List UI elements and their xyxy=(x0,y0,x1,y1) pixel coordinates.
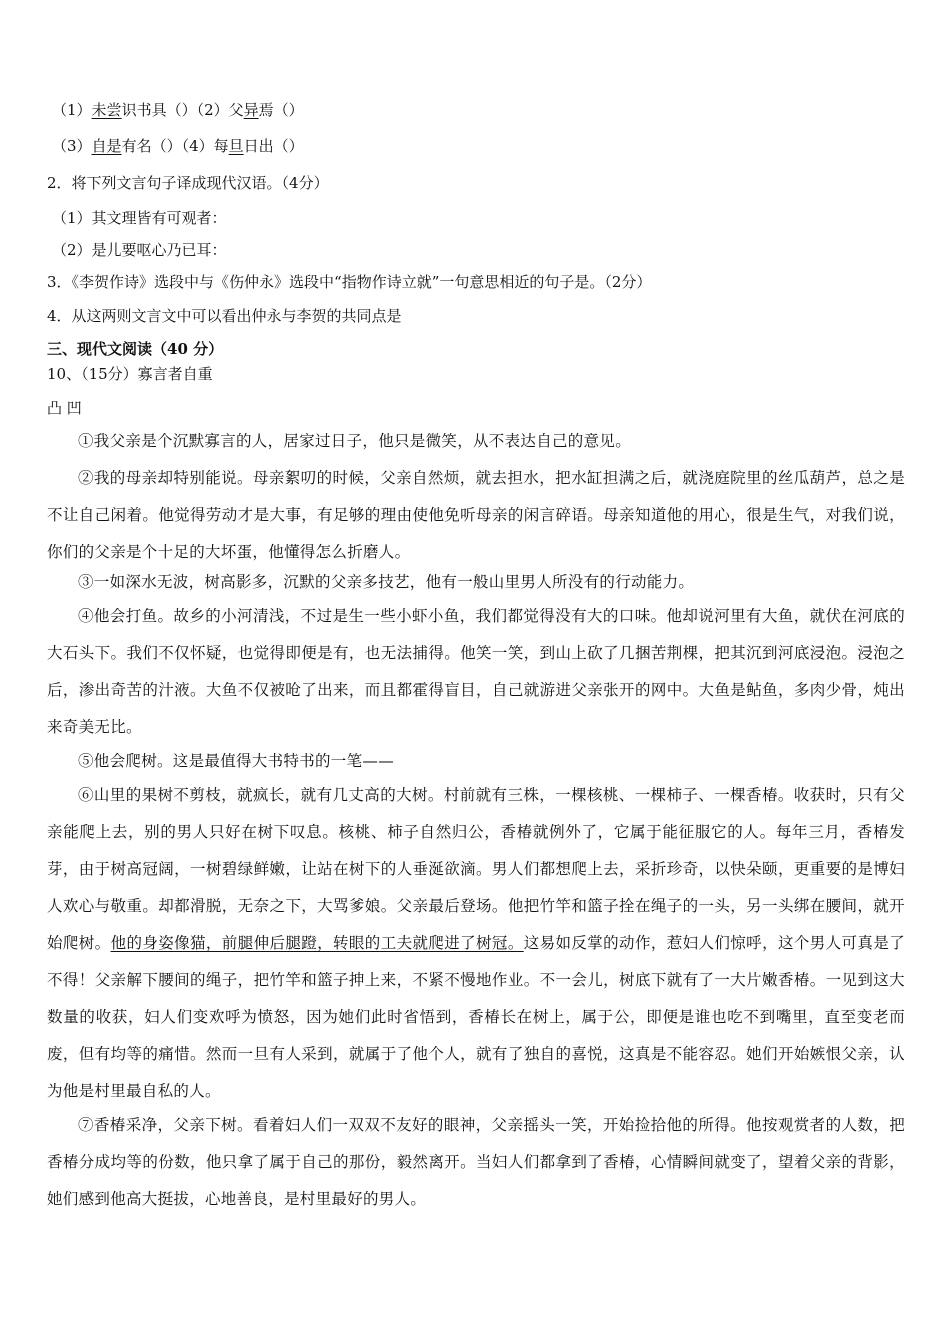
paragraph-6-text: 这易如反掌的动作，惹妇人们惊呼，这个男人可真是了不得！父亲解下腰间的绳子，把竹竿和篮子抻上来，不紧不慢地作业。不一会儿，树底下就有了一大片嫩香椿。一见到这大数量的收获，妇人们变欢呼为愤怒，因为她们此时省悟到，香椿长在树上，属于公，即便是谁也吃不到嘴里，直至变老而废，但有均等的痛惜。然而一旦有人采到，就属于了他个人，就有了独自的喜悦，这真是不能容忍。她们开始嫉恨父亲，认为他是村里最自私的人。 xyxy=(47,934,905,1100)
underlined-word: 自是 xyxy=(91,137,122,155)
question-4: 4．从这两则文言文中可以看出仲永与李贺的共同点是 xyxy=(47,307,402,325)
paragraph-3: ③一如深水无波，树高影多，沉默的父亲多技艺，他有一般山里男人所没有的行动能力。 xyxy=(78,573,695,591)
article-author: 凸 凹 xyxy=(47,399,82,417)
paragraph-1: ①我父亲是个沉默寡言的人，居家过日子，他只是微笑，从不表达自己的意见。 xyxy=(78,432,632,450)
paragraph-4: ④他会打鱼。故乡的小河清浅，不过是生一些小虾小鱼，我们都觉得没有大的口味。他却说河里有大鱼，就伏在河底的大石头下。我们不仅怀疑，也觉得即便是有，也无法捕得。他笑一笑，到山上砍了几捆苦荆棵，把其沉到河底浸泡。浸泡之后，渗出奇苦的汁液。大鱼不仅被呛了出来，而且都霍得盲目，自己就游进父亲张开的网中。大鱼是鲇鱼，多肉少骨，炖出来奇美无比。 xyxy=(47,607,905,736)
question-2: 2．将下列文言句子译成现代汉语。（4分） xyxy=(47,174,329,192)
paragraph-7: ⑦香椿采净，父亲下树。看着妇人们一双双不友好的眼神，父亲摇头一笑，开始捡拾他的所得。他按观赏者的人数，把香椿分成均等的份数，他只拿了属于自己的那份，毅然离开。当妇人们都拿到了香椿，心情瞬间就变了，望着父亲的背影，她们感到他高大挺拔，心地善良，是村里最好的男人。 xyxy=(47,1116,905,1208)
item-text: 识书具（）（2）父 xyxy=(121,101,244,119)
paragraph-5: ⑤他会爬树。这是最值得大书特书的一笔—— xyxy=(78,752,395,770)
exercise1-row1 xyxy=(52,100,304,120)
item-text: 日出（） xyxy=(243,137,304,155)
underlined-word: 旦 xyxy=(228,137,244,155)
item-text: 焉（） xyxy=(258,101,304,119)
item-text: 有名（）（4）每 xyxy=(121,137,229,155)
underlined-word: 异 xyxy=(243,101,259,119)
underlined-sentence: 他的身姿像猫，前腿伸后腿蹬，转眼的工夫就爬进了树冠。 xyxy=(110,934,524,952)
paragraph-6-text: ⑥山里的果树不剪枝，就疯长，就有几丈高的大树。村前就有三株，一棵核桃、一棵柿子、一棵香椿。收获时，只有父亲能爬上去，别的男人只好在树下叹息。核桃、柿子自然归公，香椿就例外了，它属于能征服它的人。每年三月，香椿发芽，由于树高冠阔，一树碧绿鲜嫩，让站在树下的人垂涎欲滴。男人们都想爬上去，采折珍奇，以快朵颐，更重要的是博妇人欢心与敬重。却都滑脱，无奈之下，大骂爹娘。父亲最后登场。他把竹竿和篮子拴在绳子的一头，另一头绑在腰间，就开始爬树。 xyxy=(47,786,905,952)
item-prefix: （1） xyxy=(52,101,92,119)
item-prefix: （3） xyxy=(52,137,92,155)
exercise1-row2 xyxy=(52,136,304,156)
question-2-2: （2）是儿要呕心乃已耳： xyxy=(52,241,227,259)
paragraph-6 xyxy=(47,777,905,1110)
question-2-1: （1）其文理皆有可观者： xyxy=(52,209,227,227)
item-10-title: 10、（15分）寡言者自重 xyxy=(47,365,213,383)
paragraph-2: ②我的母亲却特别能说。母亲絮叨的时候，父亲自然烦，就去担水，把水缸担满之后，就浇庭院里的丝瓜葫芦，总之是不让自己闲着。他觉得劳动才是大事，有足够的理由使他免听母亲的闲言碎语。母亲知道他的用心，很是生气，对我们说，你们的父亲是个十足的大坏蛋，他懂得怎么折磨人。 xyxy=(47,469,905,561)
underlined-word: 未尝 xyxy=(91,101,122,119)
section-heading: 三、现代文阅读（40 分） xyxy=(47,340,224,358)
question-3: 3．《李贺作诗》选段中与《伤仲永》选段中“指物作诗立就”一句意思相近的句子是。（2分） xyxy=(47,273,652,291)
